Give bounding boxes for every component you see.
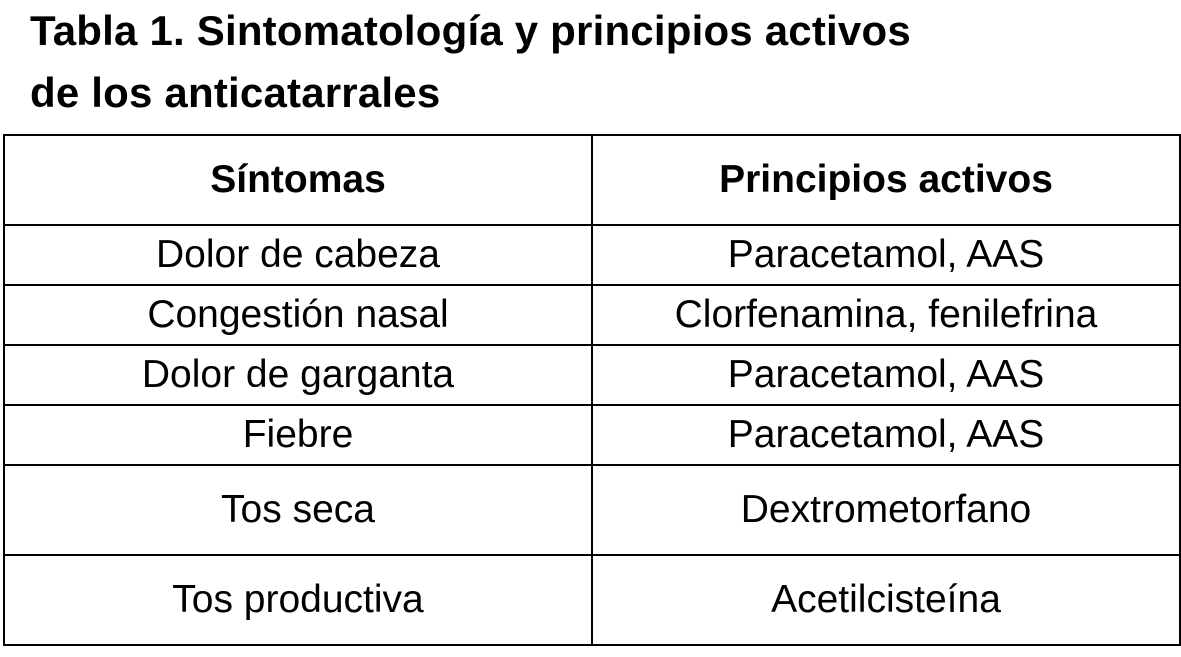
active-ingredient-cell: Acetilcisteína xyxy=(592,555,1180,645)
table-title-line-1: Tabla 1. Sintomatología y principios activos xyxy=(30,7,911,54)
table-row xyxy=(4,285,1180,345)
table-row xyxy=(4,465,1180,555)
symptom-cell: Fiebre xyxy=(4,405,592,465)
symptom-cell: Tos seca xyxy=(4,465,592,555)
symptom-cell: Dolor de cabeza xyxy=(4,225,592,285)
column-header-principios-activos: Principios activos xyxy=(592,135,1180,225)
table-title-line-2: de los anticatarrales xyxy=(30,69,441,116)
table-header-row xyxy=(4,135,1180,225)
symptom-cell: Congestión nasal xyxy=(4,285,592,345)
table-row xyxy=(4,555,1180,645)
table-row xyxy=(4,225,1180,285)
symptoms-table xyxy=(3,134,1181,646)
table-row xyxy=(4,405,1180,465)
symptom-cell: Dolor de garganta xyxy=(4,345,592,405)
active-ingredient-cell: Paracetamol, AAS xyxy=(592,405,1180,465)
table-title xyxy=(30,0,911,124)
active-ingredient-cell: Dextrometorfano xyxy=(592,465,1180,555)
active-ingredient-cell: Paracetamol, AAS xyxy=(592,345,1180,405)
active-ingredient-cell: Paracetamol, AAS xyxy=(592,225,1180,285)
symptom-cell: Tos productiva xyxy=(4,555,592,645)
table-row xyxy=(4,345,1180,405)
column-header-sintomas: Síntomas xyxy=(4,135,592,225)
active-ingredient-cell: Clorfenamina, fenilefrina xyxy=(592,285,1180,345)
